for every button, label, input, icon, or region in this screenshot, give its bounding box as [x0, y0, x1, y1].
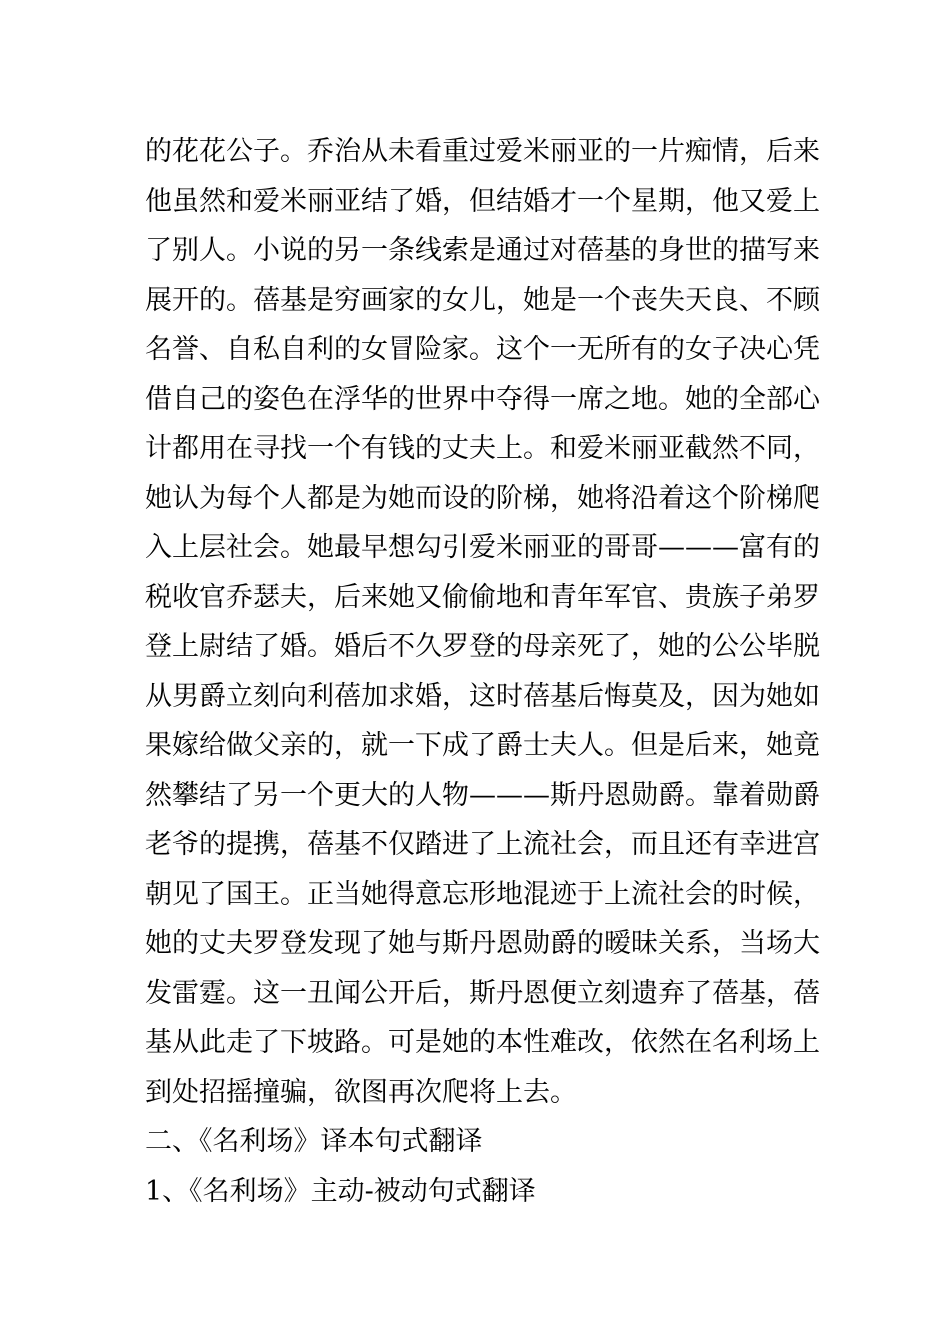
paragraph-line: 朝见了国王。正当她得意忘形地混迹于上流社会的时候，	[145, 878, 820, 910]
paragraph-line: 税收官乔瑟夫，后来她又偷偷地和青年军官、贵族子弟罗	[145, 581, 820, 613]
paragraph-line: 名誉、自私自利的女冒险家。这个一无所有的女子决心凭	[145, 334, 820, 365]
paragraph-line: 借自己的姿色在浮华的世界中夺得一席之地。她的全部心	[145, 383, 820, 415]
paragraph-line: 计都用在寻找一个有钱的丈夫上。和爱米丽亚截然不同，	[145, 433, 820, 464]
paragraph-line: 从男爵立刻向利蓓加求婚，这时蓓基后悔莫及，因为她如	[145, 680, 820, 712]
paragraph-line: 她的丈夫罗登发现了她与斯丹恩勋爵的暧昧关系，当场大	[145, 928, 820, 959]
paragraph-line: 她认为每个人都是为她而设的阶梯，她将沿着这个阶梯爬	[145, 482, 820, 514]
paragraph-line-last: 到处招摇撞骗，欲图再次爬将上去。	[145, 1076, 577, 1108]
paragraph-line: 果嫁给做父亲的，就一下成了爵士夫人。但是后来，她竟	[145, 730, 820, 761]
paragraph-line: 基从此走了下坡路。可是她的本性难改，依然在名利场上	[145, 1027, 820, 1058]
paragraph-line: 的花花公子。乔治从未看重过爱米丽亚的一片痴情，后来	[145, 136, 820, 167]
paragraph-line: 老爷的提携，蓓基不仅踏进了上流社会，而且还有幸进宫	[145, 829, 820, 860]
paragraph-line: 发雷霆。这一丑闻公开后，斯丹恩便立刻遗弃了蓓基，蓓	[145, 977, 820, 1009]
paragraph-line: 他虽然和爱米丽亚结了婚，但结婚才一个星期，他又爱上	[145, 185, 820, 217]
subsection-heading: 1、《名利场》主动-被动句式翻译	[145, 1175, 536, 1207]
paragraph-line: 然攀结了另一个更大的人物———斯丹恩勋爵。靠着勋爵	[145, 779, 820, 811]
paragraph-line: 入上层社会。她最早想勾引爱米丽亚的哥哥———富有的	[145, 532, 820, 563]
document-body	[145, 127, 820, 1216]
paragraph-line: 展开的。蓓基是穷画家的女儿，她是一个丧失天良、不顾	[145, 284, 820, 316]
paragraph-line: 了别人。小说的另一条线索是通过对蓓基的身世的描写来	[145, 235, 820, 266]
paragraph-line: 登上尉结了婚。婚后不久罗登的母亲死了，她的公公毕脱	[145, 631, 820, 662]
section-heading: 二、《名利场》译本句式翻译	[145, 1126, 483, 1157]
